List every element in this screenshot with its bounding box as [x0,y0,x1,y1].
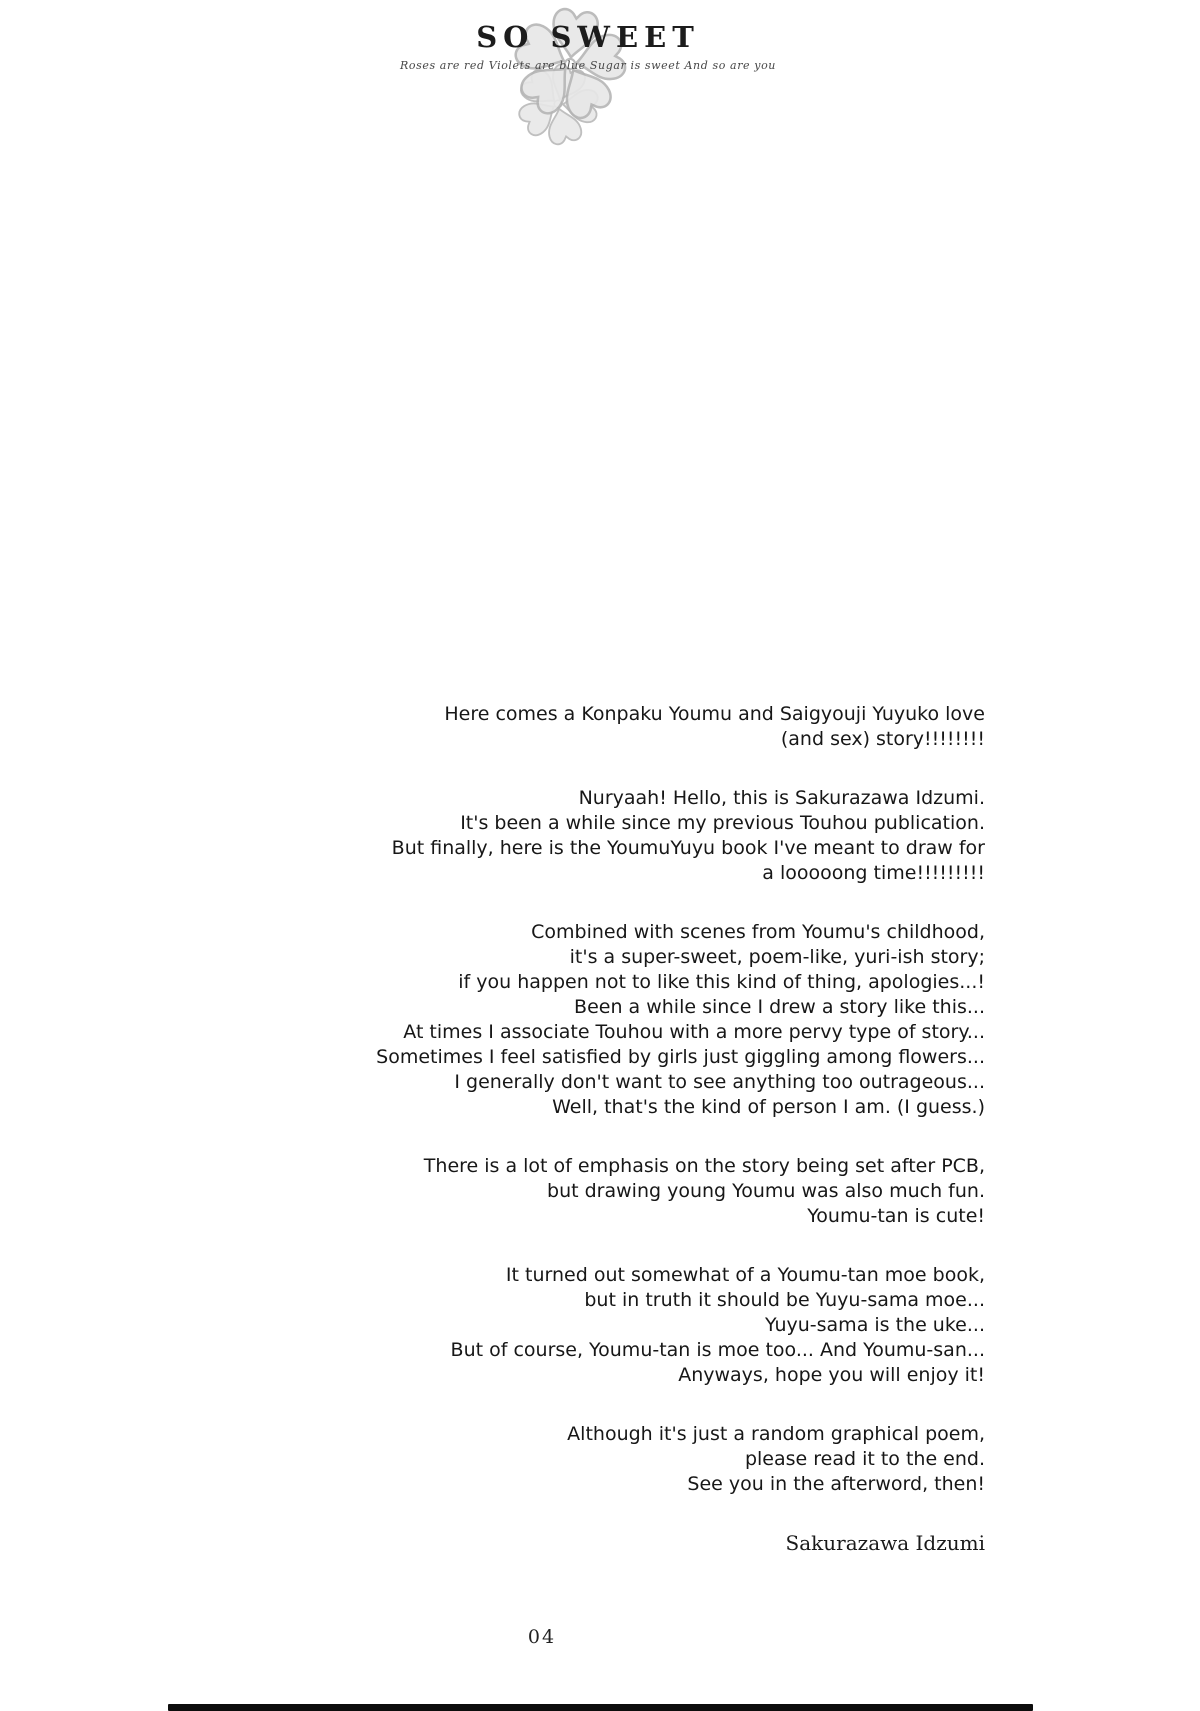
foreword-line: but in truth it should be Yuyu-sama moe... [584,1289,985,1311]
foreword-paragraph-story [376,920,985,1120]
foreword-line: At times I associate Touhou with a more pervy type of story... [403,1021,985,1043]
foreword-line: Here comes a Konpaku Youmu and Saigyouji Yuyuko love [444,703,985,725]
foreword-line: Youmu-tan is cute! [807,1205,985,1227]
foreword-line: It's been a while since my previous Touhou publication. [460,812,985,834]
foreword-line: Combined with scenes from Youmu's childhood, [531,921,985,943]
page-number: 04 [527,1626,557,1648]
foreword-line: Well, that's the kind of person I am. (I guess.) [552,1096,985,1118]
page-title: SO SWEET [476,20,700,54]
foreword-line: if you happen not to like this kind of thing, apologies...! [458,971,985,993]
foreword-paragraph-pcb [376,1154,985,1229]
foreword-line: See you in the afterword, then! [687,1473,985,1495]
scan-edge-artifact [168,1704,1033,1711]
foreword-line: But finally, here is the YoumuYuyu book I've meant to draw for [391,837,985,859]
foreword-line: Been a while since I drew a story like this... [574,996,985,1018]
foreword-line: Anyways, hope you will enjoy it! [678,1364,985,1386]
foreword-line: Although it's just a random graphical poem, [567,1423,985,1445]
foreword-line: Nuryaah! Hello, this is Sakurazawa Idzumi. [578,787,985,809]
foreword-line: Yuyu-sama is the uke... [765,1314,985,1336]
author-signature: Sakurazawa Idzumi [785,1531,985,1555]
foreword-text [376,702,985,1556]
page-header [0,0,1200,150]
foreword-paragraph-moe [376,1263,985,1388]
foreword-line: but drawing young Youmu was also much fun. [547,1180,985,1202]
foreword-paragraph-intro [376,702,985,752]
foreword-line: Sometimes I feel satisfied by girls just giggling among flowers... [376,1046,985,1068]
foreword-paragraph-greeting [376,786,985,886]
foreword-line: It turned out somewhat of a Youmu-tan moe book, [505,1264,985,1286]
foreword-line: a looooong time!!!!!!!!! [762,862,985,884]
page-subtitle: Roses are red Violets are blue Sugar is sweet And so are you [400,59,776,72]
foreword-paragraph-closing [376,1422,985,1497]
foreword-line: But of course, Youmu-tan is moe too... And Youmu-san... [450,1339,985,1361]
foreword-line: There is a lot of emphasis on the story being set after PCB, [423,1155,985,1177]
foreword-line: please read it to the end. [744,1448,985,1470]
foreword-line: it's a super-sweet, poem-like, yuri-ish story; [569,946,985,968]
foreword-line: I generally don't want to see anything too outrageous... [454,1071,985,1093]
foreword-line: (and sex) story!!!!!!!! [780,728,985,750]
